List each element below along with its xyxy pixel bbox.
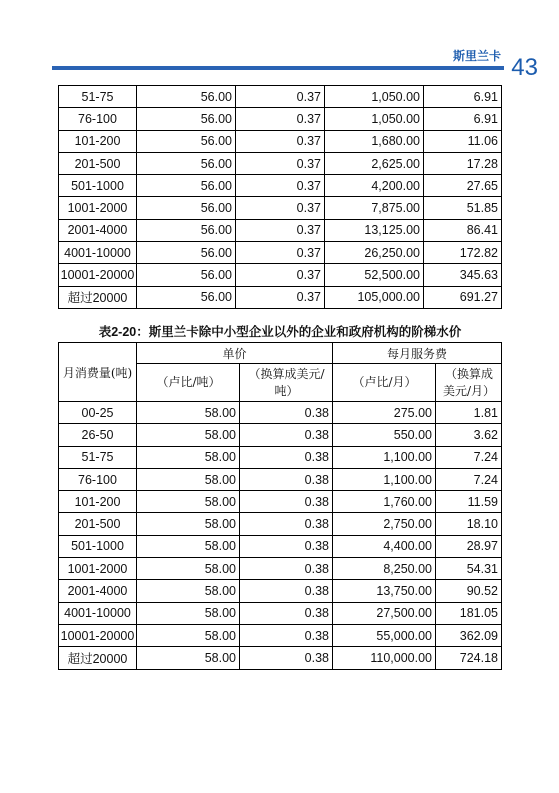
table-row [59,468,502,490]
price-lkr-per-ton-cell: 58.00 [137,624,240,646]
table-row [59,286,502,308]
water-tariff-table-continued [58,85,502,309]
fee-usd-per-month-cell: 17.28 [424,152,502,174]
fee-lkr-per-month-cell: 1,050.00 [325,108,424,130]
fee-lkr-per-month-cell: 7,875.00 [325,197,424,219]
fee-lkr-per-month-cell: 1,100.00 [333,468,436,490]
price-lkr-per-ton-cell: 56.00 [137,130,236,152]
table-row [59,580,502,602]
price-usd-per-ton-cell: 0.38 [240,491,333,513]
fee-lkr-per-month-cell: 275.00 [333,402,436,424]
price-lkr-per-ton-cell: 58.00 [137,513,240,535]
usage-range-cell: 4001-10000 [59,602,137,624]
fee-lkr-per-month-cell: 13,750.00 [333,580,436,602]
fee-usd-per-month-cell: 3.62 [436,424,502,446]
usage-range-cell: 76-100 [59,468,137,490]
fee-lkr-per-month-cell: 550.00 [333,424,436,446]
price-lkr-per-ton-cell: 58.00 [137,446,240,468]
table-row [59,446,502,468]
table2-body [59,343,502,670]
fee-usd-per-month-cell: 54.31 [436,558,502,580]
fee-usd-per-month-cell: 1.81 [436,402,502,424]
price-lkr-per-ton-cell: 56.00 [137,264,236,286]
price-lkr-per-ton-cell: 58.00 [137,602,240,624]
fee-usd-per-month-cell: 7.24 [436,468,502,490]
usage-range-cell: 超过20000 [59,647,137,669]
table-row [59,242,502,264]
table-row [59,558,502,580]
usage-range-cell: 超过20000 [59,286,137,308]
fee-lkr-per-month-cell: 1,680.00 [325,130,424,152]
fee-usd-per-month-cell: 7.24 [436,446,502,468]
header-lkr-per-month: （卢比/月） [333,364,436,402]
table2-caption: 表2-20：斯里兰卡除中小型企业以外的企业和政府机构的阶梯水价 [98,325,462,339]
price-usd-per-ton-cell: 0.38 [240,402,333,424]
price-usd-per-ton-cell: 0.38 [240,624,333,646]
usage-range-cell: 101-200 [59,491,137,513]
price-lkr-per-ton-cell: 56.00 [137,286,236,308]
price-lkr-per-ton-cell: 58.00 [137,468,240,490]
fee-lkr-per-month-cell: 52,500.00 [325,264,424,286]
price-lkr-per-ton-cell: 58.00 [137,580,240,602]
price-lkr-per-ton-cell: 58.00 [137,424,240,446]
usage-range-cell: 51-75 [59,86,137,108]
price-lkr-per-ton-cell: 56.00 [137,86,236,108]
fee-lkr-per-month-cell: 27,500.00 [333,602,436,624]
fee-lkr-per-month-cell: 1,100.00 [333,446,436,468]
price-lkr-per-ton-cell: 58.00 [137,535,240,557]
price-usd-per-ton-cell: 0.38 [240,580,333,602]
table-row [59,108,502,130]
table-row [59,152,502,174]
price-lkr-per-ton-cell: 58.00 [137,491,240,513]
price-usd-per-ton-cell: 0.38 [240,513,333,535]
fee-usd-per-month-cell: 18.10 [436,513,502,535]
usage-range-cell: 2001-4000 [59,580,137,602]
table-row [59,197,502,219]
price-usd-per-ton-cell: 0.38 [240,424,333,446]
table-row [59,535,502,557]
fee-usd-per-month-cell: 51.85 [424,197,502,219]
page-number: 43 [511,54,538,81]
table-row [59,647,502,669]
usage-range-cell: 4001-10000 [59,242,137,264]
table-row [59,219,502,241]
price-usd-per-ton-cell: 0.38 [240,446,333,468]
price-usd-per-ton-cell: 0.38 [240,468,333,490]
table2-header-row-1 [59,343,502,364]
fee-usd-per-month-cell: 6.91 [424,86,502,108]
fee-lkr-per-month-cell: 1,050.00 [325,86,424,108]
fee-lkr-per-month-cell: 2,750.00 [333,513,436,535]
price-usd-per-ton-cell: 0.38 [240,602,333,624]
price-usd-per-ton-cell: 0.38 [240,535,333,557]
fee-usd-per-month-cell: 86.41 [424,219,502,241]
header-monthly-usage: 月消费量(吨) [59,343,137,402]
fee-lkr-per-month-cell: 1,760.00 [333,491,436,513]
fee-lkr-per-month-cell: 105,000.00 [325,286,424,308]
price-lkr-per-ton-cell: 58.00 [137,647,240,669]
fee-usd-per-month-cell: 362.09 [436,624,502,646]
header-rule [52,66,504,70]
table-row [59,513,502,535]
usage-range-cell: 101-200 [59,130,137,152]
usage-range-cell: 1001-2000 [59,558,137,580]
running-header-title: 斯里兰卡 [452,49,501,63]
fee-lkr-per-month-cell: 13,125.00 [325,219,424,241]
price-usd-per-ton-cell: 0.37 [236,242,325,264]
fee-lkr-per-month-cell: 8,250.00 [333,558,436,580]
fee-usd-per-month-cell: 172.82 [424,242,502,264]
price-usd-per-ton-cell: 0.38 [240,647,333,669]
fee-lkr-per-month-cell: 4,200.00 [325,175,424,197]
table-row [59,491,502,513]
usage-range-cell: 501-1000 [59,535,137,557]
usage-range-cell: 10001-20000 [59,264,137,286]
price-usd-per-ton-cell: 0.37 [236,86,325,108]
fee-lkr-per-month-cell: 110,000.00 [333,647,436,669]
price-usd-per-ton-cell: 0.37 [236,108,325,130]
price-usd-per-ton-cell: 0.38 [240,558,333,580]
usage-range-cell: 00-25 [59,402,137,424]
fee-usd-per-month-cell: 181.05 [436,602,502,624]
fee-usd-per-month-cell: 345.63 [424,264,502,286]
header-unit-price: 单价 [137,343,333,364]
price-lkr-per-ton-cell: 56.00 [137,175,236,197]
table-row [59,424,502,446]
price-lkr-per-ton-cell: 56.00 [137,152,236,174]
price-lkr-per-ton-cell: 58.00 [137,558,240,580]
fee-lkr-per-month-cell: 26,250.00 [325,242,424,264]
fee-usd-per-month-cell: 11.59 [436,491,502,513]
price-usd-per-ton-cell: 0.37 [236,264,325,286]
fee-lkr-per-month-cell: 4,400.00 [333,535,436,557]
usage-range-cell: 76-100 [59,108,137,130]
price-usd-per-ton-cell: 0.37 [236,197,325,219]
fee-usd-per-month-cell: 90.52 [436,580,502,602]
fee-usd-per-month-cell: 11.06 [424,130,502,152]
fee-usd-per-month-cell: 27.65 [424,175,502,197]
usage-range-cell: 26-50 [59,424,137,446]
price-usd-per-ton-cell: 0.37 [236,130,325,152]
table-row [59,602,502,624]
price-usd-per-ton-cell: 0.37 [236,152,325,174]
fee-lkr-per-month-cell: 2,625.00 [325,152,424,174]
price-usd-per-ton-cell: 0.37 [236,219,325,241]
header-usd-per-ton: （换算成美元/吨） [240,364,333,402]
price-lkr-per-ton-cell: 56.00 [137,219,236,241]
water-tariff-table-large-users [58,342,502,670]
usage-range-cell: 1001-2000 [59,197,137,219]
fee-usd-per-month-cell: 691.27 [424,286,502,308]
usage-range-cell: 201-500 [59,513,137,535]
header-usd-per-month: （换算成美元/月） [436,364,502,402]
header-monthly-fee: 每月服务费 [333,343,502,364]
price-lkr-per-ton-cell: 56.00 [137,197,236,219]
price-lkr-per-ton-cell: 56.00 [137,242,236,264]
fee-usd-per-month-cell: 28.97 [436,535,502,557]
table-row [59,86,502,108]
usage-range-cell: 2001-4000 [59,219,137,241]
table1-body [59,86,502,309]
table-row [59,130,502,152]
usage-range-cell: 10001-20000 [59,624,137,646]
price-usd-per-ton-cell: 0.37 [236,286,325,308]
fee-lkr-per-month-cell: 55,000.00 [333,624,436,646]
price-lkr-per-ton-cell: 58.00 [137,402,240,424]
price-lkr-per-ton-cell: 56.00 [137,108,236,130]
table-row [59,402,502,424]
usage-range-cell: 51-75 [59,446,137,468]
table-row [59,175,502,197]
header-lkr-per-ton: （卢比/吨） [137,364,240,402]
table-row [59,624,502,646]
usage-range-cell: 501-1000 [59,175,137,197]
fee-usd-per-month-cell: 6.91 [424,108,502,130]
price-usd-per-ton-cell: 0.37 [236,175,325,197]
usage-range-cell: 201-500 [59,152,137,174]
table-row [59,264,502,286]
fee-usd-per-month-cell: 724.18 [436,647,502,669]
